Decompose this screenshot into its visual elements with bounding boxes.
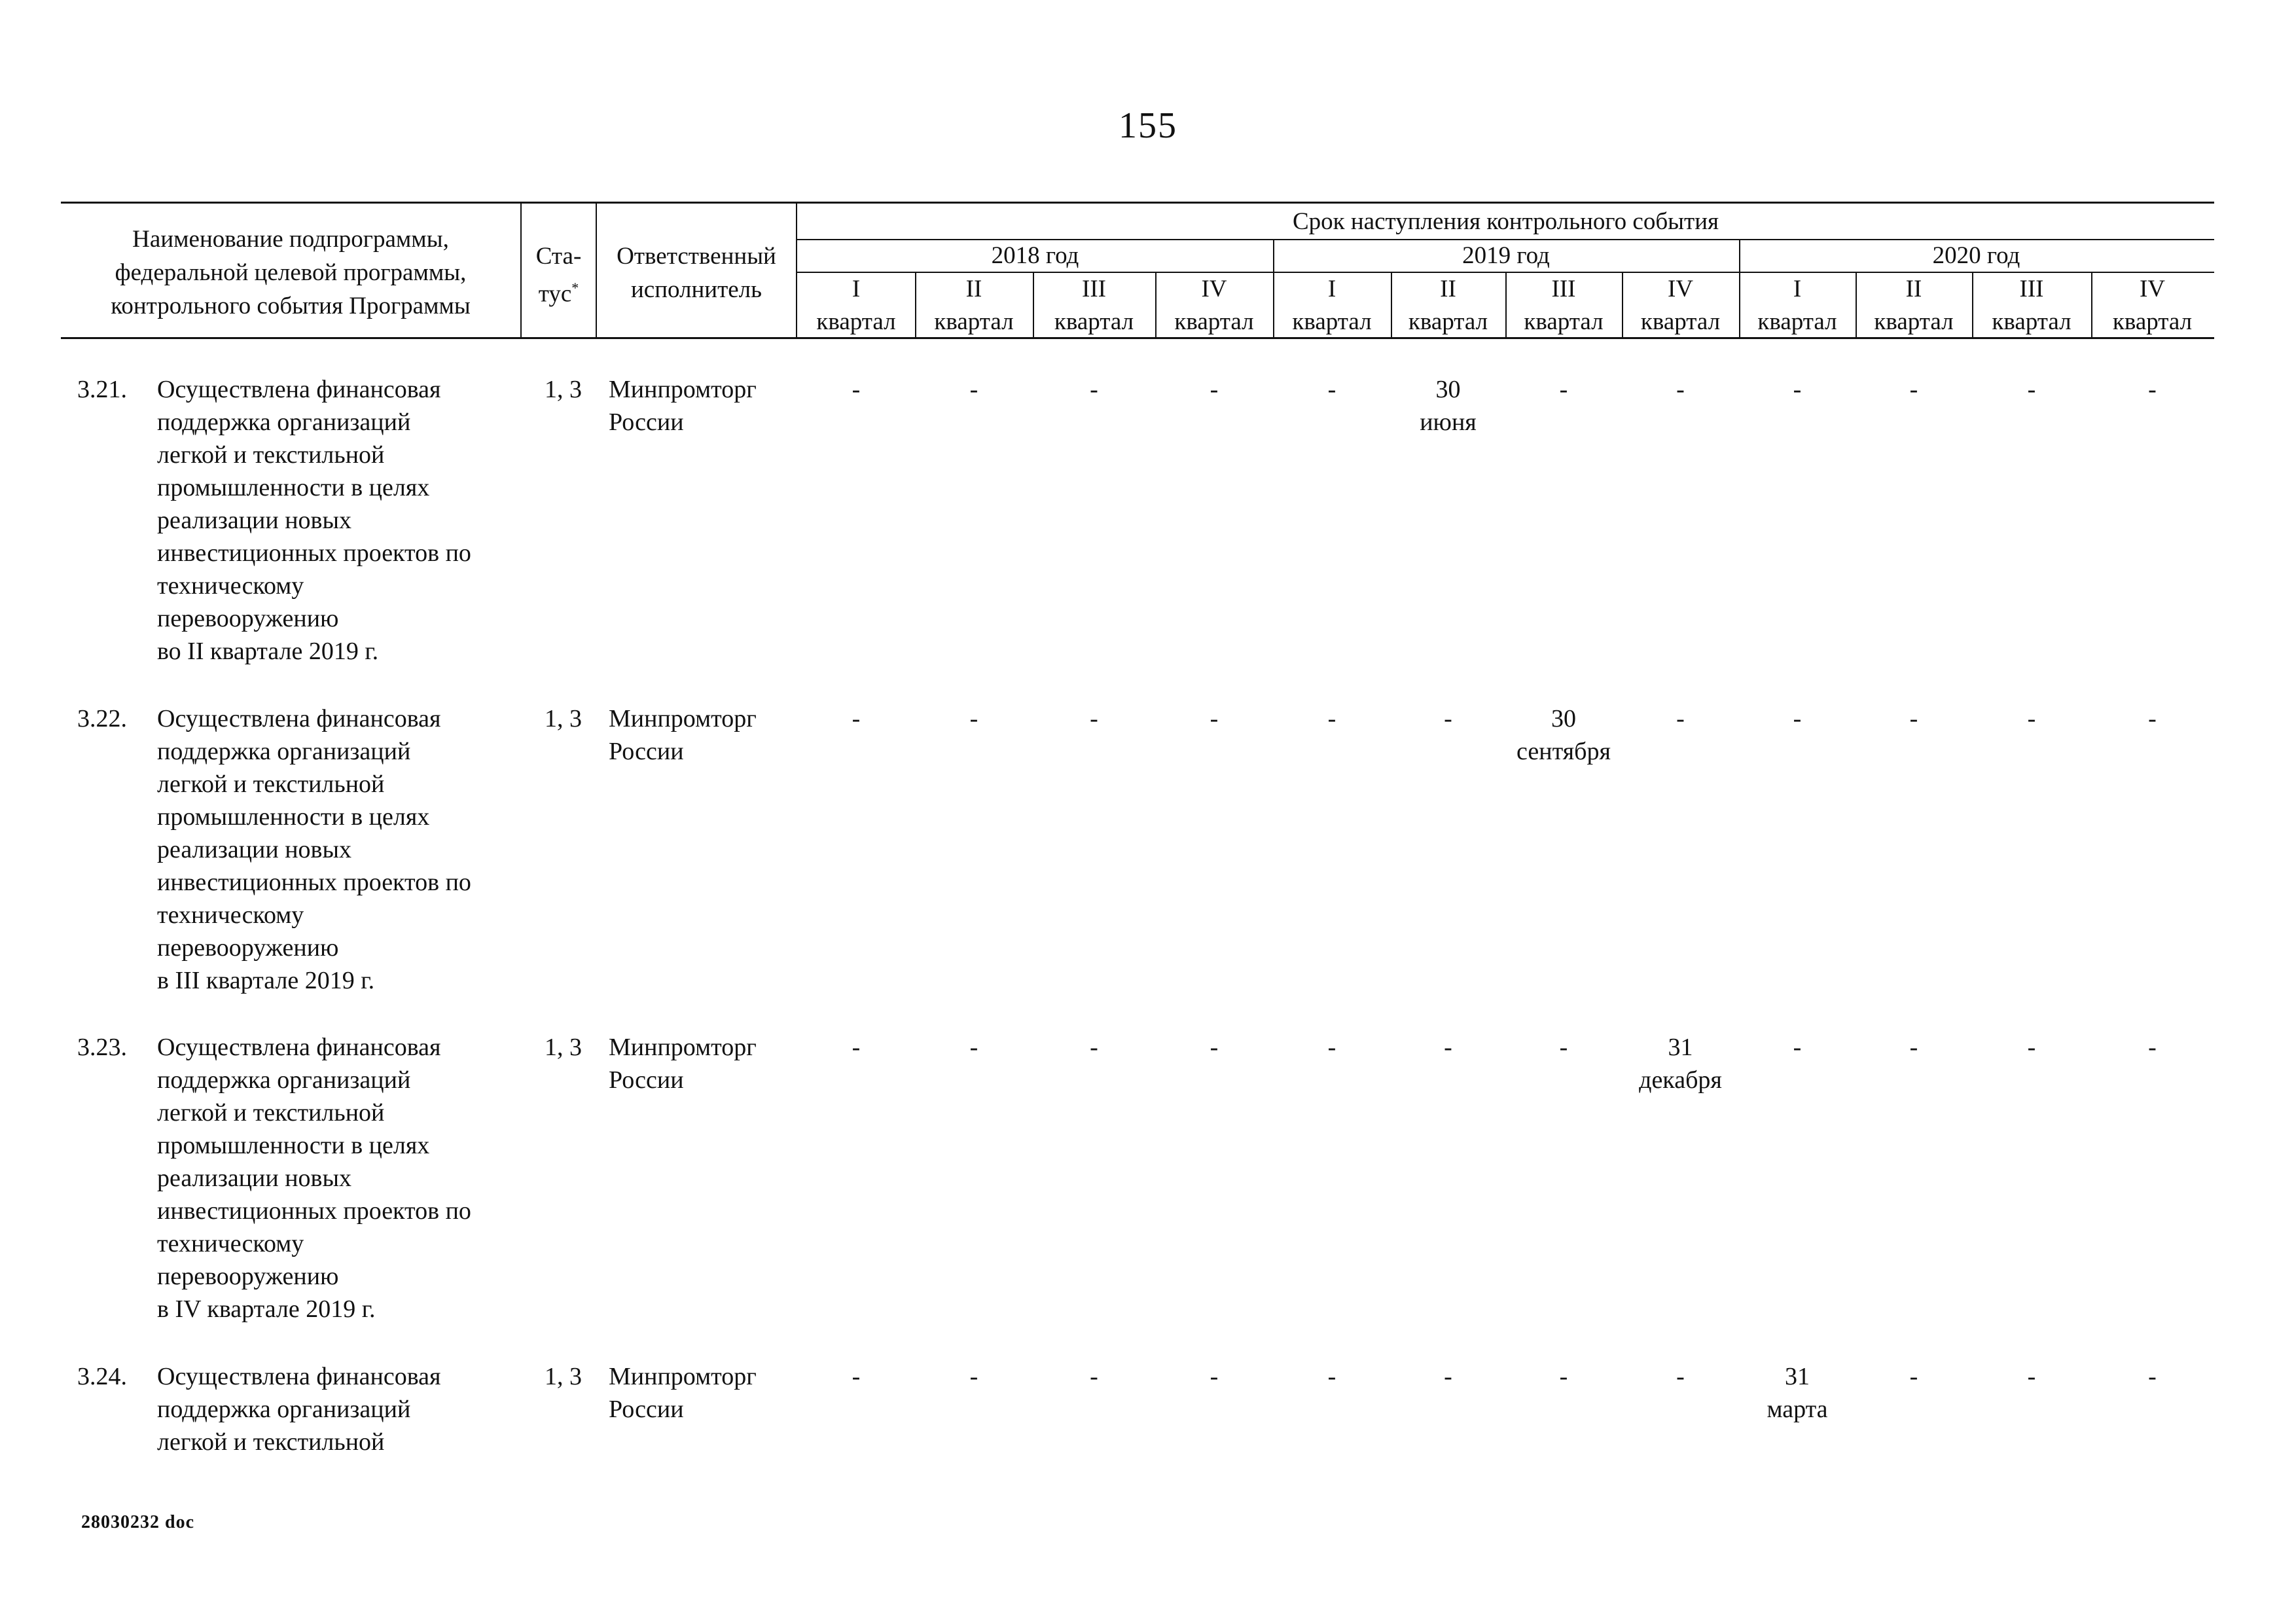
quarter-value: - xyxy=(1793,705,1802,732)
quarter-value: 31 марта xyxy=(1767,1363,1828,1423)
header-year: 2018 год xyxy=(991,242,1079,269)
header-quarter-word: квартал xyxy=(1408,308,1488,335)
quarter-value: - xyxy=(1559,1363,1568,1390)
quarter-value: - xyxy=(1676,705,1685,732)
quarter-value: - xyxy=(1210,1034,1219,1061)
header-quarter-numeral: IV xyxy=(1201,276,1227,302)
quarter-value: - xyxy=(852,1363,861,1390)
header-quarter-word: квартал xyxy=(2112,308,2193,335)
header-year: 2019 год xyxy=(1462,242,1550,269)
header-quarter-word: квартал xyxy=(1054,308,1134,335)
quarter-value: - xyxy=(2148,376,2157,403)
quarter-value: - xyxy=(1444,705,1452,732)
header-executor: Ответственный исполнитель xyxy=(617,243,776,303)
quarter-value: - xyxy=(969,1363,978,1390)
header-quarter-word: квартал xyxy=(1992,308,2072,335)
quarter-value: - xyxy=(969,705,978,732)
quarter-value: - xyxy=(1210,376,1219,403)
quarter-value: - xyxy=(1327,376,1336,403)
quarter-value: - xyxy=(1327,705,1336,732)
header-year: 2020 год xyxy=(1932,242,2020,269)
row-number: 3.21. xyxy=(77,376,127,403)
header-quarter-numeral: I xyxy=(1793,276,1802,302)
quarter-value: - xyxy=(1210,705,1219,732)
quarter-value: 31 декабря xyxy=(1639,1034,1722,1094)
event-name: Осуществлена финансовая поддержка организаций легкой и текстильной xyxy=(157,1363,441,1456)
quarter-value: - xyxy=(1444,1034,1452,1061)
row-executor: Минпромторг России xyxy=(609,705,757,765)
event-name: Осуществлена финансовая поддержка организаций легкой и текстильной промышленности в целях реализации новых инвестиционных проектов по техническому перевооружению в IV квартале 2019 г. xyxy=(157,1034,471,1323)
row-status: 1, 3 xyxy=(545,1363,582,1390)
quarter-value: - xyxy=(1559,1034,1568,1061)
quarter-value: 30 июня xyxy=(1420,376,1477,436)
quarter-value: - xyxy=(969,1034,978,1061)
quarter-value: - xyxy=(852,1034,861,1061)
row-number: 3.22. xyxy=(77,705,127,732)
row-status: 1, 3 xyxy=(545,705,582,732)
quarter-value: - xyxy=(2148,705,2157,732)
quarter-value: - xyxy=(2027,376,2036,403)
row-status: 1, 3 xyxy=(545,1034,582,1061)
quarter-value: - xyxy=(1909,376,1918,403)
header-name: Наименование подпрограммы, федеральной целевой программы, контрольного события Программы xyxy=(111,226,471,319)
header-quarter-numeral: II xyxy=(1440,276,1456,302)
quarter-value: - xyxy=(2027,705,2036,732)
document-code: 28030232 doc xyxy=(81,1512,194,1532)
header-quarter-numeral: IV xyxy=(2139,276,2166,302)
header-quarter-numeral: I xyxy=(852,276,861,302)
event-name: Осуществлена финансовая поддержка организаций легкой и текстильной промышленности в целях реализации новых инвестиционных проектов по техническому перевооружению в III квартале 2019 г. xyxy=(157,705,471,994)
quarter-value: - xyxy=(1793,1034,1802,1061)
quarter-value: - xyxy=(1090,376,1098,403)
row-executor: Минпромторг России xyxy=(609,1363,757,1423)
header-status-bottom xyxy=(522,271,596,310)
header-quarter-numeral: III xyxy=(1082,276,1106,302)
header-status-top: Ста- xyxy=(535,243,582,270)
header-deadline-title: Срок наступления контрольного события xyxy=(1292,208,1719,235)
quarter-value: - xyxy=(2148,1034,2157,1061)
header-top-rule xyxy=(61,202,2214,204)
quarter-value: - xyxy=(1909,1034,1918,1061)
header-quarter-word: квартал xyxy=(934,308,1014,335)
row-status: 1, 3 xyxy=(545,376,582,403)
header-quarter-word: квартал xyxy=(1874,308,1954,335)
header-quarter-word: квартал xyxy=(1640,308,1721,335)
quarter-value: - xyxy=(1559,376,1568,403)
quarter-value: - xyxy=(1210,1363,1219,1390)
quarter-value: - xyxy=(1909,705,1918,732)
row-number: 3.23. xyxy=(77,1034,127,1061)
header-quarter-word: квартал xyxy=(816,308,896,335)
quarter-value: - xyxy=(1327,1034,1336,1061)
quarter-value: - xyxy=(852,376,861,403)
row-number: 3.24. xyxy=(77,1363,127,1390)
row-executor: Минпромторг России xyxy=(609,376,757,436)
quarter-value: - xyxy=(852,705,861,732)
header-quarter-numeral: II xyxy=(1905,276,1922,302)
quarter-value: - xyxy=(1676,376,1685,403)
footnote-mark: * xyxy=(571,280,579,296)
header-quarter-word: квартал xyxy=(1757,308,1837,335)
quarter-value: - xyxy=(2148,1363,2157,1390)
header-quarter-numeral: II xyxy=(965,276,982,302)
header-quarter-numeral: III xyxy=(2019,276,2044,302)
page-number: 155 xyxy=(1119,105,1177,146)
header-quarter-numeral: III xyxy=(1551,276,1576,302)
header-quarter-word: квартал xyxy=(1174,308,1254,335)
header-status-text: тус xyxy=(538,280,572,308)
quarter-value: - xyxy=(1444,1363,1452,1390)
header-quarter-numeral: IV xyxy=(1667,276,1694,302)
quarter-value: - xyxy=(1676,1363,1685,1390)
quarter-value: 30 сентября xyxy=(1516,705,1611,765)
quarter-value: - xyxy=(1090,1034,1098,1061)
quarter-value: - xyxy=(969,376,978,403)
header-quarter-numeral: I xyxy=(1327,276,1336,302)
quarter-value: - xyxy=(2027,1363,2036,1390)
row-executor: Минпромторг России xyxy=(609,1034,757,1094)
quarter-value: - xyxy=(1090,1363,1098,1390)
quarter-value: - xyxy=(1090,705,1098,732)
header-quarter-word: квартал xyxy=(1524,308,1604,335)
quarter-value: - xyxy=(1909,1363,1918,1390)
quarter-value: - xyxy=(1327,1363,1336,1390)
quarter-value: - xyxy=(1793,376,1802,403)
quarter-value: - xyxy=(2027,1034,2036,1061)
event-name: Осуществлена финансовая поддержка организаций легкой и текстильной промышленности в целях реализации новых инвестиционных проектов по техническому перевооружению во II квартале 2019 г. xyxy=(157,376,471,665)
header-quarter-word: квартал xyxy=(1292,308,1372,335)
